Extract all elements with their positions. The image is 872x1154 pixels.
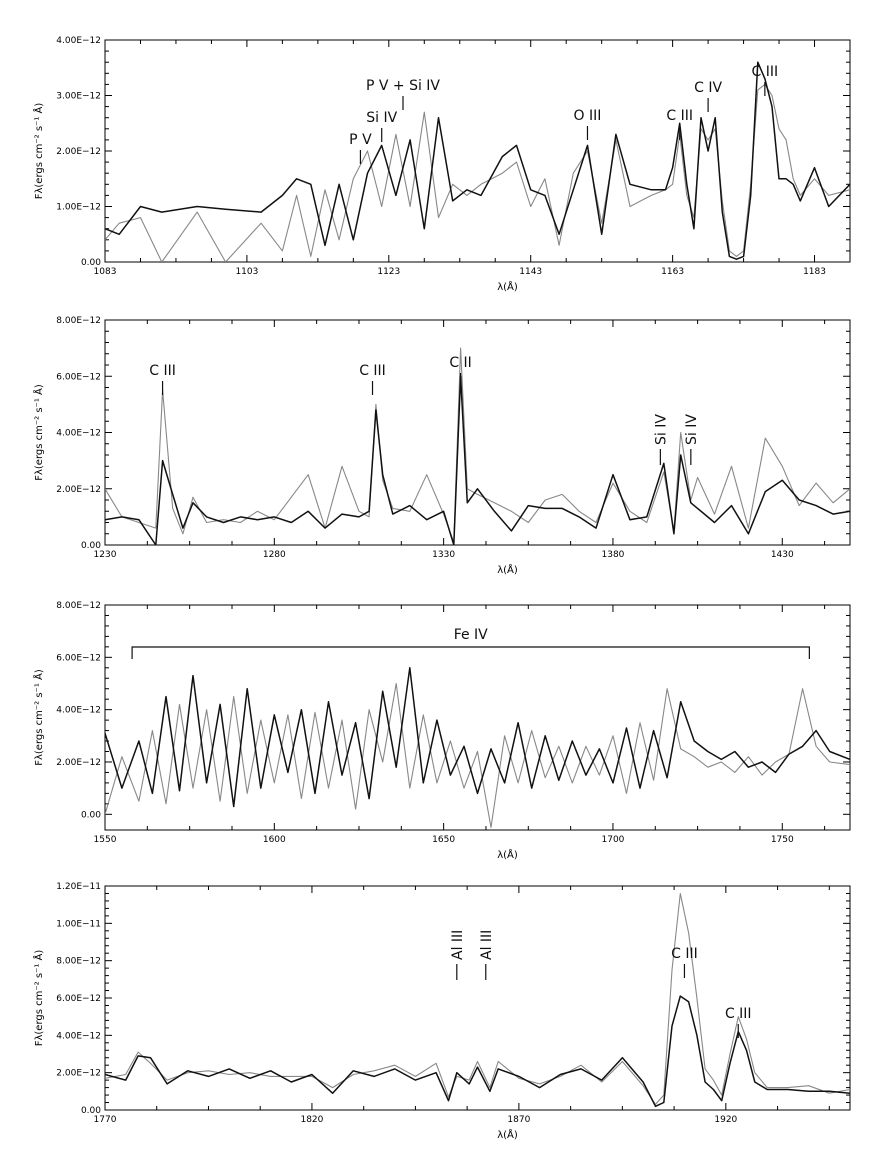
line-annotation: Si IV <box>653 414 670 445</box>
y-tick-label: 0.00 <box>80 1106 101 1116</box>
y-tick-label: 2.00E−12 <box>56 147 101 157</box>
x-tick-label: 1123 <box>377 267 401 277</box>
y-tick-label: 8.00E−12 <box>56 601 101 611</box>
y-tick-label: 6.00E−12 <box>56 994 101 1004</box>
y-tick-label: 0.00 <box>80 258 101 268</box>
x-axis-label: λ(Å) <box>497 850 518 861</box>
line-annotation: C III <box>666 108 694 124</box>
spectrum-line <box>105 348 850 542</box>
y-tick-label: 1.20E−11 <box>56 882 101 892</box>
x-tick-label: 1280 <box>262 550 286 560</box>
line-annotation: C IV <box>694 80 723 96</box>
line-annotation: C III <box>671 946 698 962</box>
panel-1 <box>32 36 850 293</box>
line-annotation: C III <box>751 64 779 80</box>
plot-frame <box>105 40 850 262</box>
y-axis-label: Fλ(ergs cm⁻² s⁻¹ Å) <box>34 102 45 200</box>
series-group <box>105 348 850 545</box>
x-tick-label: 1330 <box>432 550 456 560</box>
y-tick-label: 0.00 <box>80 810 101 821</box>
series-group <box>105 668 850 828</box>
spectrum-line <box>105 84 850 262</box>
plot-frame <box>105 886 850 1110</box>
x-tick-label: 1700 <box>601 835 625 845</box>
series-group <box>105 62 850 262</box>
y-axis-label: Fλ(ergs cm⁻² s⁻¹ Å) <box>34 949 45 1047</box>
y-axis-label: Fλ(ergs cm⁻² s⁻¹ Å) <box>34 384 45 481</box>
x-tick-label: 1550 <box>93 835 117 845</box>
x-tick-label: 1600 <box>262 835 286 845</box>
x-axis-label: λ(Å) <box>497 282 518 293</box>
y-tick-label: 6.00E−12 <box>56 372 101 383</box>
x-tick-label: 1380 <box>601 550 625 560</box>
panel-3 <box>32 601 850 861</box>
plot-frame <box>105 320 850 545</box>
x-tick-label: 1183 <box>803 267 826 277</box>
line-annotation: C III <box>359 363 386 379</box>
line-annotation: Si IV <box>683 414 700 445</box>
panel-2 <box>32 316 850 576</box>
x-tick-label: 1770 <box>93 1115 117 1125</box>
y-tick-label: 6.00E−12 <box>56 653 101 664</box>
x-tick-label: 1430 <box>770 550 794 560</box>
y-tick-label: 1.00E−11 <box>56 919 101 930</box>
y-tick-label: 4.00E−12 <box>56 1031 101 1042</box>
line-annotation: O III <box>573 108 602 124</box>
x-axis-label: λ(Å) <box>497 565 518 576</box>
y-tick-label: 4.00E−12 <box>56 705 101 716</box>
x-tick-label: 1083 <box>93 267 117 277</box>
line-annotation: P V + Si IV <box>365 78 441 94</box>
y-tick-label: 4.00E−12 <box>56 36 101 46</box>
y-tick-label: 2.00E−12 <box>56 757 101 768</box>
spectrum-line <box>105 62 850 259</box>
y-tick-label: 0.00 <box>80 541 101 551</box>
series-group <box>105 894 850 1107</box>
x-tick-label: 1143 <box>519 267 543 277</box>
line-annotation: C II <box>449 355 472 371</box>
x-tick-label: 1650 <box>432 835 456 845</box>
x-tick-label: 1163 <box>661 267 685 277</box>
y-tick-label: 2.00E−12 <box>56 484 101 495</box>
y-tick-label: 1.00E−12 <box>56 202 101 213</box>
y-tick-label: 2.00E−12 <box>56 1068 101 1079</box>
y-tick-label: 3.00E−12 <box>56 91 101 102</box>
line-annotation: C III <box>149 363 176 379</box>
x-tick-label: 1870 <box>507 1115 531 1125</box>
line-annotation: Al III <box>449 929 466 960</box>
y-tick-label: 8.00E−12 <box>56 316 101 326</box>
x-tick-label: 1920 <box>714 1115 738 1125</box>
line-group-bracket <box>132 647 809 659</box>
x-tick-label: 1820 <box>300 1115 324 1125</box>
panel-4 <box>32 882 850 1141</box>
line-annotation: C III <box>724 1006 752 1022</box>
x-axis-label: λ(Å) <box>497 1130 518 1141</box>
line-annotation: Fe IV <box>453 627 488 643</box>
line-annotation: Al III <box>478 929 495 960</box>
line-annotation: Si IV <box>366 110 398 126</box>
x-tick-label: 1103 <box>235 267 259 277</box>
line-annotation: P V <box>349 132 372 148</box>
spectrum-line <box>105 668 850 807</box>
x-tick-label: 1750 <box>770 835 794 845</box>
x-tick-label: 1230 <box>93 550 117 560</box>
spectrum-line <box>105 376 850 545</box>
y-axis-label: Fλ(ergs cm⁻² s⁻¹ Å) <box>34 669 45 766</box>
y-tick-label: 8.00E−12 <box>56 956 101 967</box>
y-tick-label: 4.00E−12 <box>56 428 101 439</box>
